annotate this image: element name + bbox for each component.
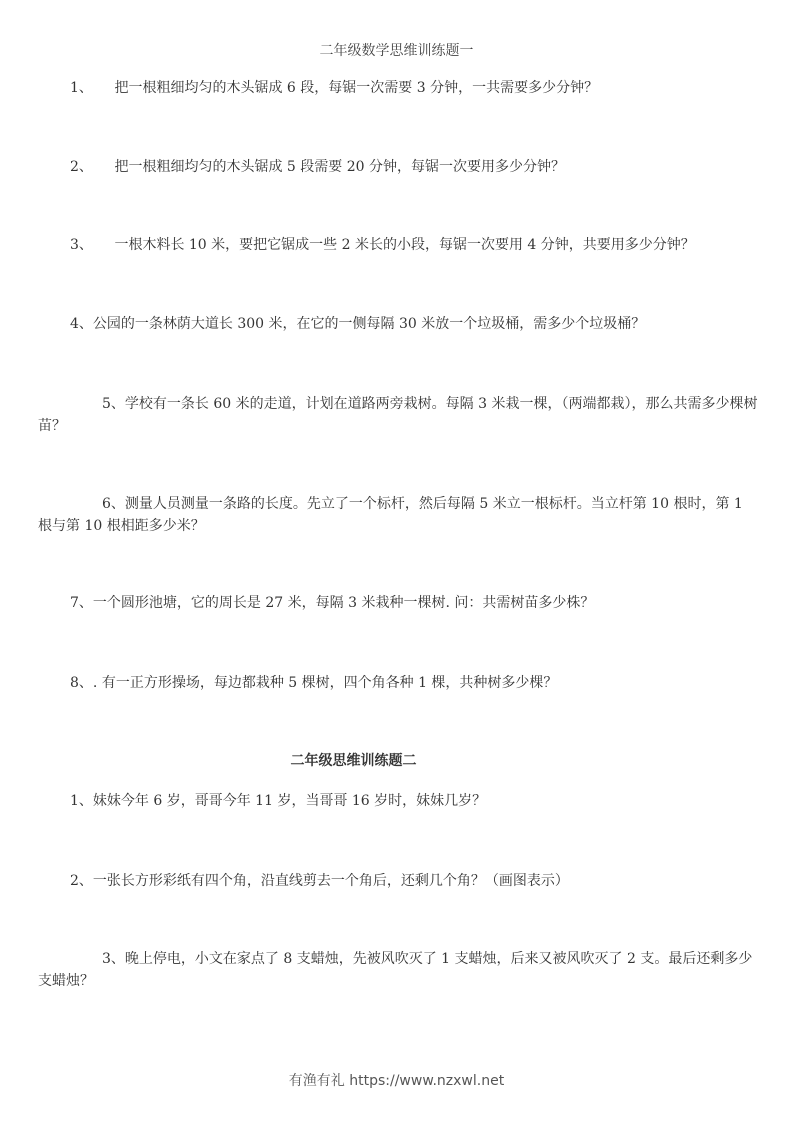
question-1-1 — [70, 77, 598, 99]
question-text: 把一根粗细均匀的木头锯成 6 段，每锯一次需要 3 分钟，一共需要多少分钟？ — [114, 80, 599, 96]
question-number: 3、 — [102, 951, 125, 967]
question-number: 2、 — [70, 159, 93, 175]
section2-title: 二年级思维训练题二 — [290, 753, 417, 769]
question-2-2 — [70, 870, 569, 892]
question-2-1 — [70, 790, 486, 812]
question-number: 2、 — [70, 873, 93, 889]
question-number: 4、 — [70, 316, 93, 332]
question-number: 6、 — [102, 496, 125, 512]
question-number: 1、 — [70, 80, 93, 96]
question-1-2 — [70, 156, 565, 178]
question-number: 1、 — [70, 793, 93, 809]
question-number: 7、 — [70, 595, 93, 611]
question-text: 妹妹今年 6 岁，哥哥今年 11 岁，当哥哥 16 岁时，妹妹几岁？ — [92, 793, 487, 809]
question-text: 一根木料长 10 米，要把它锯成一些 2 米长的小段，每锯一次要用 4 分钟，共要用多少分钟？ — [114, 237, 695, 253]
question-1-5 — [38, 393, 758, 437]
question-text: 晚上停电，小文在家点了 8 支蜡烛，先被风吹灭了 1 支蜡烛，后来又被风吹灭了 2 支。最后还剩多少支蜡烛？ — [38, 951, 753, 989]
section1-title: 二年级数学思维训练题一 — [319, 43, 474, 59]
question-number: 3、 — [70, 237, 93, 253]
question-1-8 — [70, 672, 557, 694]
question-text: 一张长方形彩纸有四个角，沿直线剪去一个角后，还剩几个角？（画图表示） — [92, 873, 569, 889]
question-number: 8、 — [70, 675, 93, 691]
question-text: 公园的一条林荫大道长 300 米，在它的一侧每隔 30 米放一个垃圾桶，需多少个垃圾桶？ — [92, 316, 646, 332]
question-1-3 — [70, 234, 695, 256]
question-text: . 有一正方形操场，每边都栽种 5 棵树，四个角各种 1 棵，共种树多少棵？ — [92, 675, 558, 691]
question-text: 把一根粗细均匀的木头锯成 5 段需要 20 分钟，每锯一次要用多少分钟？ — [114, 159, 565, 175]
question-text: 一个圆形池塘，它的周长是 27 米，每隔 3 米栽种一棵树. 问：共需树苗多少株？ — [92, 595, 595, 611]
question-text: 测量人员测量一条路的长度。先立了一个标杆，然后每隔 5 米立一根标杆。当立杆第 10 根时，第 1 根与第 10 根相距多少米？ — [38, 496, 743, 534]
question-number: 5、 — [102, 396, 125, 412]
question-1-7 — [70, 592, 594, 614]
question-text: 学校有一条长 60 米的走道，计划在道路两旁栽树。每隔 3 米栽一棵，（两端都栽），那么共需多少棵树苗？ — [38, 396, 758, 434]
question-1-6 — [38, 493, 758, 537]
question-1-4 — [70, 313, 645, 335]
question-2-3 — [38, 948, 758, 992]
footer-watermark: 有渔有礼 https://www.nzxwl.net — [288, 1073, 505, 1089]
